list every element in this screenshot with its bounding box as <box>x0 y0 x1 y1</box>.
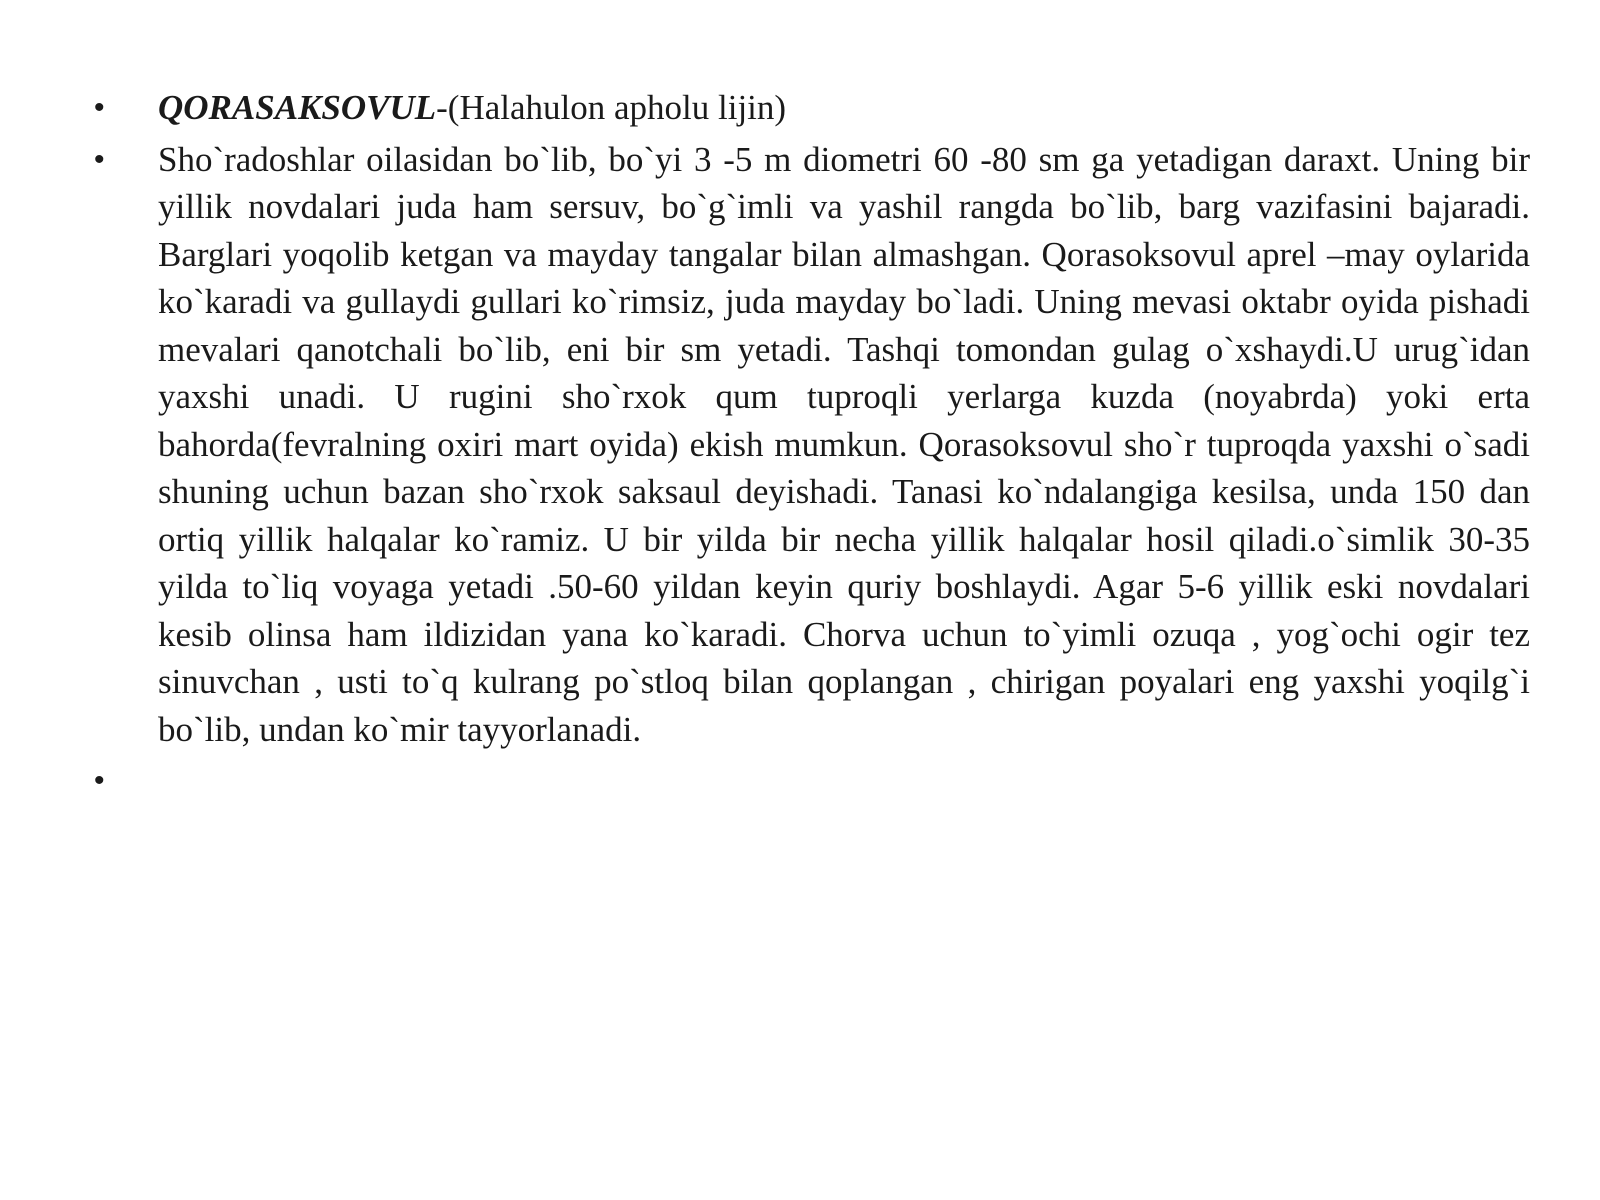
bullet-list <box>90 84 1530 809</box>
bullet-icon: • <box>94 91 105 124</box>
bullet-item-title <box>90 84 1530 132</box>
description-paragraph: Sho`radoshlar oilasidan bo`lib, bo`yi 3 -5 m diometri 60 -80 sm ga yetadigan daraxt. Uning bir yillik novdalari juda ham sersuv, bo`g`imli va yashil rangda bo`lib, barg vazifasini bajaradi. Barglari yoqolib ketgan va mayday tangalar bilan almashgan. Qorasoksovul aprel –may oylarida ko`karadi va gullaydi gullari ko`rimsiz, juda mayday bo`ladi. Uning mevasi oktabr oyida pishadi mevalari qanotchali bo`lib, eni bir sm yetadi. Tashqi tomondan gulag o`xshaydi.U urug`idan yaxshi unadi. U rugini sho`rxok qum tuproqli yerlarga kuzda (noyabrda) yoki erta bahorda(fevralning oxiri mart oyida) ekish mumkun. Qorasoksovul sho`r tuproqda yaxshi o`sadi shuning uchun bazan sho`rxok saksaul deyishadi. Tanasi ko`ndalangiga kesilsa, unda 150 dan ortiq yillik halqalar ko`ramiz. U bir yilda bir necha yillik halqalar hosil qiladi.o`simlik 30-35 yilda to`liq voyaga yetadi .50-60 yildan keyin quriy boshlaydi. Agar 5-6 yillik eski novdalari kesib olinsa ham ildizidan yana ko`karadi. Chorva uchun to`yimli ozuqa , yog`ochi ogir tez sinuvchan , usti to`q kulrang po`stloq bilan qoplangan , chirigan poyalari eng yaxshi yoqilg`i bo`lib, undan ko`mir tayyorlanadi. <box>158 139 1530 749</box>
bullet-item-empty <box>90 757 1530 805</box>
bullet-icon: • <box>94 142 105 176</box>
species-name: QORASAKSOVUL <box>158 88 437 127</box>
species-latin-name: -(Halahulon apholu lijin) <box>436 88 787 127</box>
bullet-item-description <box>90 136 1530 754</box>
bullet-icon: • <box>94 764 105 797</box>
bullet-text-title <box>158 84 1530 132</box>
